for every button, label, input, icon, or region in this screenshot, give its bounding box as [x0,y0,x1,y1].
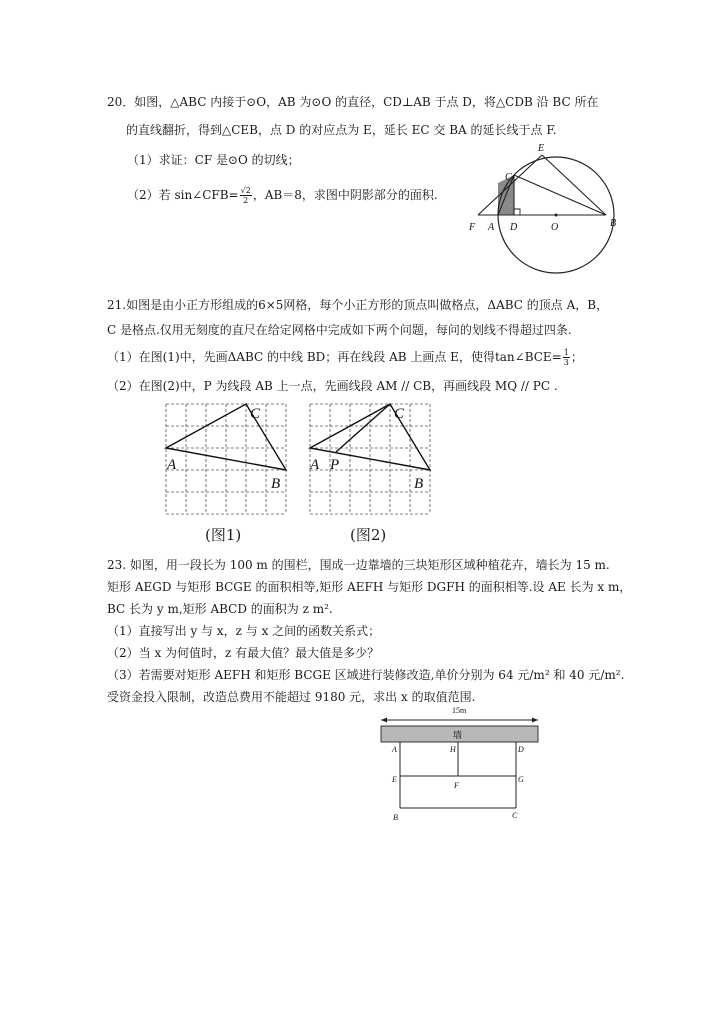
q20-part2 [127,186,438,205]
label-f: F [469,222,476,233]
label-c: C [250,406,261,422]
q21-part2: （2）在图(2)中，P 为线段 AB 上一点，先画线段 AM // CB，再画线段 MQ // PC . [107,379,558,393]
fraction-numerator: 1 [563,348,569,357]
label-c: C [505,172,512,183]
right-angle-mark [514,209,520,215]
label-e: E [538,143,545,154]
q23-part2: （2）当 x 为何值时，z 有最大值？最大值是多少？ [107,646,380,660]
label-b: B [414,476,424,492]
label-a: A [310,457,320,473]
label-d: D [510,222,518,233]
q23-wall-figure [375,700,545,825]
label-d: D [518,745,524,754]
q20-circle-figure [460,138,630,278]
wall-length-label: 15m [452,706,467,715]
q20-line2: 的直线翻折，得到△CEB，点 D 的对应点为 E，延长 EC 交 BA 的延长线于点 F. [126,123,557,137]
q21-grid-figure-1 [160,398,295,523]
q20-part1: （1）求证：CF 是⊙O 的切线； [127,153,300,167]
label-f: F [454,781,459,790]
fraction-denominator: 2 [243,196,249,205]
label-b: B [393,813,398,822]
line-eb [542,155,606,215]
label-c: C [512,811,518,820]
q21-line2: C 是格点.仅用无刻度的直尺在给定网格中完成如下两个问题，每问的划线不得超过四条. [107,323,572,337]
q21-part1 [107,348,583,367]
point-o [555,214,558,217]
q21-grid-figure-2 [303,398,438,523]
label-p: P [330,457,340,473]
label-c: C [394,406,405,422]
label-o: O [551,222,559,233]
q20-line1: 20．如图，△ABC 内接于⊙O，AB 为⊙O 的直径，CD⊥AB 于点 D，将△CDB 沿 BC 所在 [107,95,599,109]
fraction-denominator: 3 [563,358,569,367]
q21-line1: 21.如图是由小正方形组成的6×5网格，每个小正方形的顶点叫做格点，ΔABC 的顶点 A，B， [107,298,609,312]
q20-part2-text-b: ，AB＝8，求图中阴影部分的面积. [252,188,438,202]
label-e: E [392,775,397,784]
dimension-arrow-left [381,718,387,723]
line-cb [514,175,606,215]
q20-part2-fraction [240,186,252,205]
fig1-caption: (图1) [205,526,242,544]
segment-pc [336,404,390,452]
wall-label: 墙 [453,730,463,740]
q20-part2-text-a: （2）若 sin∠CFB= [127,188,239,202]
q21-part1-fraction [563,348,570,367]
dimension-arrow-right [532,718,538,723]
q23-line3: BC 长为 y m,矩形 ABCD 的面积为 z m². [107,602,333,616]
fraction-numerator: √2 [240,186,251,195]
q23-line1: 23. 如图，用一段长为 100 m 的围栏，围成一边靠墙的三块矩形区域种植花卉，墙长为 15 m. [107,558,610,572]
label-g: G [518,775,524,784]
q23-part1: （1）直接写出 y 与 x，z 与 x 之间的函数关系式； [107,624,381,638]
q23-line2: 矩形 AEGD 与矩形 BCGE 的面积相等,矩形 AEFH 与矩形 DGFH 的面积相等.设 AE 长为 x m， [107,580,632,594]
q21-part1-text-a: （1）在图(1)中，先画ΔABC 的中线 BD；再在线段 AB 上画点 E，使得tan∠BCE= [107,350,562,364]
label-a: A [488,222,495,233]
q21-part1-text-b: ； [570,350,583,364]
q23-part3: （3）若需要对矩形 AEFH 和矩形 BCGE 区域进行装修改造,单价分别为 64 元/m² 和 40 元/m². [107,668,625,682]
q23-part3-line2: 受资金投入限制，改造总费用不能超过 9180 元，求出 x 的取值范围. [107,690,476,704]
label-h: H [450,745,456,754]
label-b: B [610,218,617,229]
label-a: A [392,745,397,754]
label-b: B [271,476,281,492]
label-a: A [167,457,177,473]
fig2-caption: (图2) [350,526,387,544]
